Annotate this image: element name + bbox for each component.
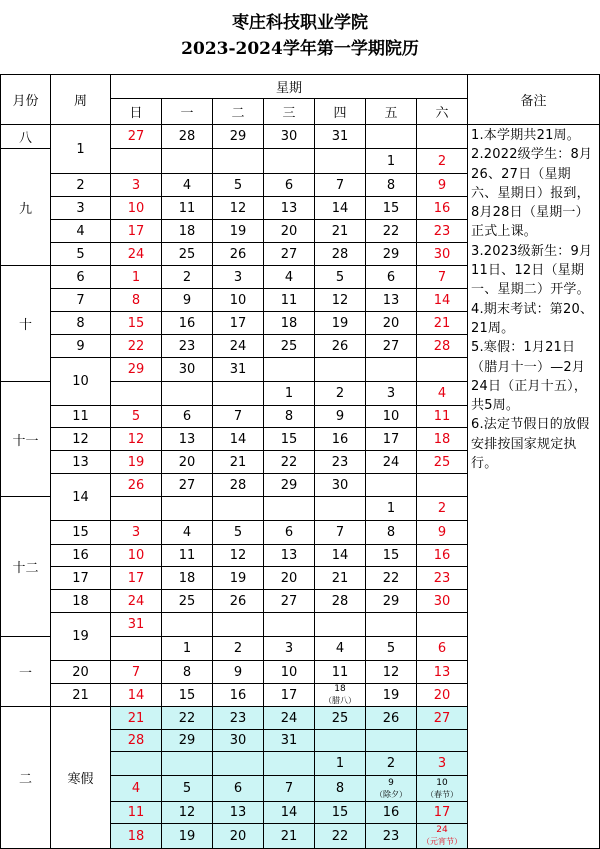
calendar-table	[0, 74, 600, 849]
day-cell: 29	[366, 590, 417, 613]
day-cell: 9	[417, 521, 468, 545]
day-cell: 10	[111, 545, 162, 567]
day-cell: 6	[213, 776, 264, 802]
day-cell: 11	[162, 545, 213, 567]
day-cell: 28	[111, 730, 162, 752]
day-cell: 31	[315, 125, 366, 149]
day-cell: 24	[213, 335, 264, 358]
day-number: 24	[436, 825, 448, 835]
day-cell	[264, 752, 315, 776]
day-cell: 13	[366, 289, 417, 312]
day-cell	[417, 474, 468, 497]
day-cell: 13	[264, 197, 315, 220]
day-cell: 4	[111, 776, 162, 802]
week-label: 19	[51, 613, 111, 661]
day-cell: 23	[366, 824, 417, 849]
week-label: 6	[51, 266, 111, 289]
note-item: 5.寒假：1月21日（腊月十一）—2月24日（正月十五），共5周。	[471, 340, 588, 414]
day-cell: 2	[315, 382, 366, 406]
day-cell: 13	[162, 428, 213, 451]
day-cell	[162, 382, 213, 406]
notes-cell	[468, 125, 600, 849]
day-cell: 3	[366, 382, 417, 406]
day-cell: 18	[264, 312, 315, 335]
weekday-header-6: 六	[417, 99, 468, 125]
day-cell: 11	[162, 197, 213, 220]
week-label: 7	[51, 289, 111, 312]
day-cell: 17	[366, 428, 417, 451]
day-cell: 22	[111, 335, 162, 358]
day-cell	[315, 497, 366, 521]
day-cell: 11	[264, 289, 315, 312]
day-cell: 1	[366, 149, 417, 174]
day-cell: 1	[264, 382, 315, 406]
day-number: 10	[436, 777, 448, 788]
day-cell: 6	[162, 406, 213, 428]
day-cell: 5	[366, 637, 417, 661]
week-label: 2	[51, 174, 111, 197]
day-cell: 30	[162, 358, 213, 382]
day-cell: 14	[417, 289, 468, 312]
day-cell: 14	[315, 197, 366, 220]
day-cell	[366, 474, 417, 497]
holiday-day	[417, 825, 467, 847]
day-cell	[264, 613, 315, 637]
day-cell: 7	[417, 266, 468, 289]
day-cell	[366, 358, 417, 382]
day-cell: 26	[111, 474, 162, 497]
holiday-day	[417, 778, 467, 800]
day-cell	[366, 730, 417, 752]
month-label: 一	[1, 637, 51, 707]
day-cell	[315, 358, 366, 382]
day-cell: 30	[417, 243, 468, 266]
day-cell	[111, 382, 162, 406]
day-cell: 14	[264, 802, 315, 824]
day-cell: 6	[366, 266, 417, 289]
day-cell	[162, 613, 213, 637]
week-label: 1	[51, 125, 111, 174]
notes-header: 备注	[468, 75, 600, 125]
day-cell: 29	[111, 358, 162, 382]
day-cell: 25	[417, 451, 468, 474]
day-cell: 24	[111, 590, 162, 613]
day-cell: 19	[315, 312, 366, 335]
day-cell: 5	[213, 174, 264, 197]
day-cell: 12	[315, 289, 366, 312]
week-header: 周	[51, 75, 111, 125]
day-cell: 12	[111, 428, 162, 451]
day-cell: 29	[264, 474, 315, 497]
day-cell: 26	[366, 707, 417, 730]
day-cell	[417, 125, 468, 149]
day-cell: 1	[162, 637, 213, 661]
day-cell: 29	[162, 730, 213, 752]
day-cell: 4	[162, 521, 213, 545]
day-cell: 15	[264, 428, 315, 451]
week-label: 5	[51, 243, 111, 266]
day-cell: 25	[162, 243, 213, 266]
day-cell	[111, 637, 162, 661]
day-cell: 10	[111, 197, 162, 220]
day-cell	[366, 613, 417, 637]
day-cell: 16	[213, 684, 264, 707]
day-cell	[417, 358, 468, 382]
day-cell: 20	[417, 684, 468, 707]
day-cell: 18	[162, 220, 213, 243]
note-item: 1.本学期共21周。	[471, 128, 580, 143]
month-header: 月份	[1, 75, 51, 125]
day-cell: 30	[315, 474, 366, 497]
day-cell: 12	[213, 545, 264, 567]
day-cell: 23	[417, 220, 468, 243]
week-label: 9	[51, 335, 111, 358]
week-label: 20	[51, 661, 111, 684]
week-label: 寒假	[51, 707, 111, 849]
weekday-header-0: 日	[111, 99, 162, 125]
week-label: 21	[51, 684, 111, 707]
header-row-1	[1, 75, 600, 99]
day-cell: 18	[417, 428, 468, 451]
day-cell: 28	[315, 243, 366, 266]
day-cell: 19	[213, 567, 264, 590]
day-cell: 24	[111, 243, 162, 266]
day-cell: 29	[213, 125, 264, 149]
day-cell: 30	[264, 125, 315, 149]
day-cell: 8	[366, 174, 417, 197]
day-cell: 16	[162, 312, 213, 335]
day-cell: 23	[162, 335, 213, 358]
day-cell: 18	[162, 567, 213, 590]
day-cell: 27	[264, 590, 315, 613]
day-cell	[162, 497, 213, 521]
day-cell: 10	[264, 661, 315, 684]
day-cell: 17	[111, 220, 162, 243]
day-cell: 20	[213, 824, 264, 849]
day-cell: 3	[111, 521, 162, 545]
day-cell: 11	[111, 802, 162, 824]
day-cell: 28	[417, 335, 468, 358]
day-cell: 6	[417, 637, 468, 661]
day-cell: 23	[417, 567, 468, 590]
note-item: 4.期末考试：第20、21周。	[471, 301, 594, 336]
week-label: 3	[51, 197, 111, 220]
day-cell: 30	[417, 590, 468, 613]
day-cell	[162, 752, 213, 776]
day-cell: 6	[264, 174, 315, 197]
school-name: 枣庄科技职业学院	[232, 13, 368, 33]
day-cell: 2	[417, 149, 468, 174]
day-cell: 8	[111, 289, 162, 312]
day-cell	[315, 730, 366, 752]
day-cell: 20	[264, 567, 315, 590]
day-cell: 3	[213, 266, 264, 289]
day-cell: 21	[213, 451, 264, 474]
day-cell: 5	[162, 776, 213, 802]
day-cell: 8	[366, 521, 417, 545]
day-cell: 23	[213, 707, 264, 730]
day-number: 9	[388, 777, 394, 788]
day-cell: 15	[315, 802, 366, 824]
day-cell: 14	[111, 684, 162, 707]
day-cell: 20	[162, 451, 213, 474]
day-cell: 21	[111, 707, 162, 730]
day-cell: 31	[264, 730, 315, 752]
day-cell: 14	[315, 545, 366, 567]
day-cell: 26	[213, 243, 264, 266]
day-number: 18	[334, 684, 346, 694]
day-cell	[111, 752, 162, 776]
day-cell: 24	[366, 451, 417, 474]
week-label: 18	[51, 590, 111, 613]
day-cell: 21	[264, 824, 315, 849]
day-cell: 28	[213, 474, 264, 497]
day-cell: 21	[315, 220, 366, 243]
day-cell	[264, 149, 315, 174]
week-label: 16	[51, 545, 111, 567]
day-cell: 19	[366, 684, 417, 707]
day-cell: 28	[162, 125, 213, 149]
week-label: 13	[51, 451, 111, 474]
weekday-group-header: 星期	[111, 75, 468, 99]
holiday-label: （春节）	[426, 789, 458, 799]
day-cell: 2	[162, 266, 213, 289]
day-cell: 7	[264, 776, 315, 802]
day-cell: 17	[111, 567, 162, 590]
weekday-header-5: 五	[366, 99, 417, 125]
day-cell: 19	[213, 220, 264, 243]
day-cell: 25	[315, 707, 366, 730]
day-cell: 13	[264, 545, 315, 567]
day-cell: 20	[366, 312, 417, 335]
day-cell: 15	[111, 312, 162, 335]
day-cell: 28	[315, 590, 366, 613]
day-cell: 22	[162, 707, 213, 730]
day-cell: 15	[366, 197, 417, 220]
day-cell: 11	[417, 406, 468, 428]
day-cell	[417, 776, 468, 802]
day-cell: 1	[366, 497, 417, 521]
day-cell: 8	[162, 661, 213, 684]
day-cell: 2	[417, 497, 468, 521]
day-cell: 29	[366, 243, 417, 266]
day-cell: 2	[213, 637, 264, 661]
weekday-header-2: 二	[213, 99, 264, 125]
day-cell: 22	[366, 567, 417, 590]
day-cell	[315, 613, 366, 637]
day-cell: 10	[366, 406, 417, 428]
note-item: 3.2023级新生：9月11日、12日（星期一、星期二）开学。	[471, 243, 593, 298]
day-cell: 17	[264, 684, 315, 707]
day-cell: 12	[213, 197, 264, 220]
day-cell: 26	[213, 590, 264, 613]
day-cell: 25	[264, 335, 315, 358]
month-label: 十	[1, 266, 51, 382]
day-cell: 17	[417, 802, 468, 824]
day-cell	[417, 730, 468, 752]
day-cell: 27	[417, 707, 468, 730]
holiday-label: （元宵节）	[422, 837, 462, 846]
day-cell: 3	[111, 174, 162, 197]
day-cell: 23	[315, 451, 366, 474]
month-label: 二	[1, 707, 51, 849]
term-title: 2023-2024学年第一学期院历	[181, 39, 419, 59]
day-cell: 21	[315, 567, 366, 590]
day-cell	[213, 497, 264, 521]
week-label: 14	[51, 474, 111, 521]
day-cell: 5	[315, 266, 366, 289]
day-cell	[111, 497, 162, 521]
holiday-label: （除夕）	[375, 789, 407, 799]
day-cell	[111, 149, 162, 174]
day-cell	[417, 613, 468, 637]
week-label: 8	[51, 312, 111, 335]
day-cell: 30	[213, 730, 264, 752]
day-cell: 22	[366, 220, 417, 243]
day-cell	[315, 684, 366, 707]
day-cell: 3	[417, 752, 468, 776]
day-cell: 1	[111, 266, 162, 289]
week-label: 17	[51, 567, 111, 590]
day-cell: 7	[315, 174, 366, 197]
day-cell: 11	[315, 661, 366, 684]
day-cell	[366, 125, 417, 149]
calendar-row	[1, 125, 600, 149]
day-cell: 16	[366, 802, 417, 824]
day-cell: 9	[162, 289, 213, 312]
week-label: 11	[51, 406, 111, 428]
day-cell: 12	[162, 802, 213, 824]
day-cell: 8	[315, 776, 366, 802]
day-cell: 27	[264, 243, 315, 266]
day-cell: 7	[111, 661, 162, 684]
day-cell: 15	[366, 545, 417, 567]
day-cell: 9	[417, 174, 468, 197]
calendar-title	[0, 0, 600, 74]
day-cell: 7	[213, 406, 264, 428]
day-cell: 31	[111, 613, 162, 637]
month-label: 十一	[1, 382, 51, 497]
month-label: 九	[1, 149, 51, 266]
day-cell: 22	[315, 824, 366, 849]
day-cell: 27	[111, 125, 162, 149]
day-cell: 5	[111, 406, 162, 428]
week-label: 4	[51, 220, 111, 243]
day-cell: 13	[417, 661, 468, 684]
day-cell	[264, 358, 315, 382]
day-cell	[213, 382, 264, 406]
day-cell: 12	[366, 661, 417, 684]
note-item: 6.法定节假日的放假安排按国家规定执行。	[471, 417, 590, 472]
day-cell: 6	[264, 521, 315, 545]
day-cell: 21	[417, 312, 468, 335]
day-cell: 31	[213, 358, 264, 382]
day-cell: 4	[315, 637, 366, 661]
day-cell: 4	[417, 382, 468, 406]
day-cell: 27	[366, 335, 417, 358]
day-cell: 9	[213, 661, 264, 684]
day-cell: 15	[162, 684, 213, 707]
holiday-label: （腊八）	[324, 696, 356, 705]
day-cell: 27	[162, 474, 213, 497]
holiday-day	[315, 684, 365, 706]
day-cell: 7	[315, 521, 366, 545]
day-cell	[366, 776, 417, 802]
weekday-header-4: 四	[315, 99, 366, 125]
day-cell: 20	[264, 220, 315, 243]
day-cell	[315, 149, 366, 174]
day-cell: 19	[111, 451, 162, 474]
day-cell	[264, 497, 315, 521]
month-label: 十二	[1, 497, 51, 637]
day-cell: 3	[264, 637, 315, 661]
week-label: 10	[51, 358, 111, 406]
day-cell: 1	[315, 752, 366, 776]
day-cell: 22	[264, 451, 315, 474]
weekday-header-1: 一	[162, 99, 213, 125]
day-cell: 10	[213, 289, 264, 312]
day-cell: 9	[315, 406, 366, 428]
note-item: 2.2022级学生：8月26、27日（星期六、星期日）报到，8月28日（星期一）正式上课。	[471, 147, 593, 240]
day-cell: 16	[315, 428, 366, 451]
weekday-header-3: 三	[264, 99, 315, 125]
day-cell: 4	[162, 174, 213, 197]
day-cell	[213, 752, 264, 776]
day-cell: 14	[213, 428, 264, 451]
day-cell: 5	[213, 521, 264, 545]
day-cell: 18	[111, 824, 162, 849]
day-cell: 16	[417, 197, 468, 220]
week-label: 15	[51, 521, 111, 545]
holiday-day	[366, 778, 416, 800]
day-cell: 8	[264, 406, 315, 428]
month-label: 八	[1, 125, 51, 149]
day-cell: 17	[213, 312, 264, 335]
day-cell: 19	[162, 824, 213, 849]
day-cell	[162, 149, 213, 174]
week-label: 12	[51, 428, 111, 451]
day-cell	[213, 149, 264, 174]
calendar-body	[1, 75, 600, 849]
day-cell: 24	[264, 707, 315, 730]
day-cell: 2	[366, 752, 417, 776]
day-cell: 4	[264, 266, 315, 289]
day-cell	[213, 613, 264, 637]
day-cell: 16	[417, 545, 468, 567]
day-cell: 26	[315, 335, 366, 358]
day-cell: 13	[213, 802, 264, 824]
day-cell: 25	[162, 590, 213, 613]
